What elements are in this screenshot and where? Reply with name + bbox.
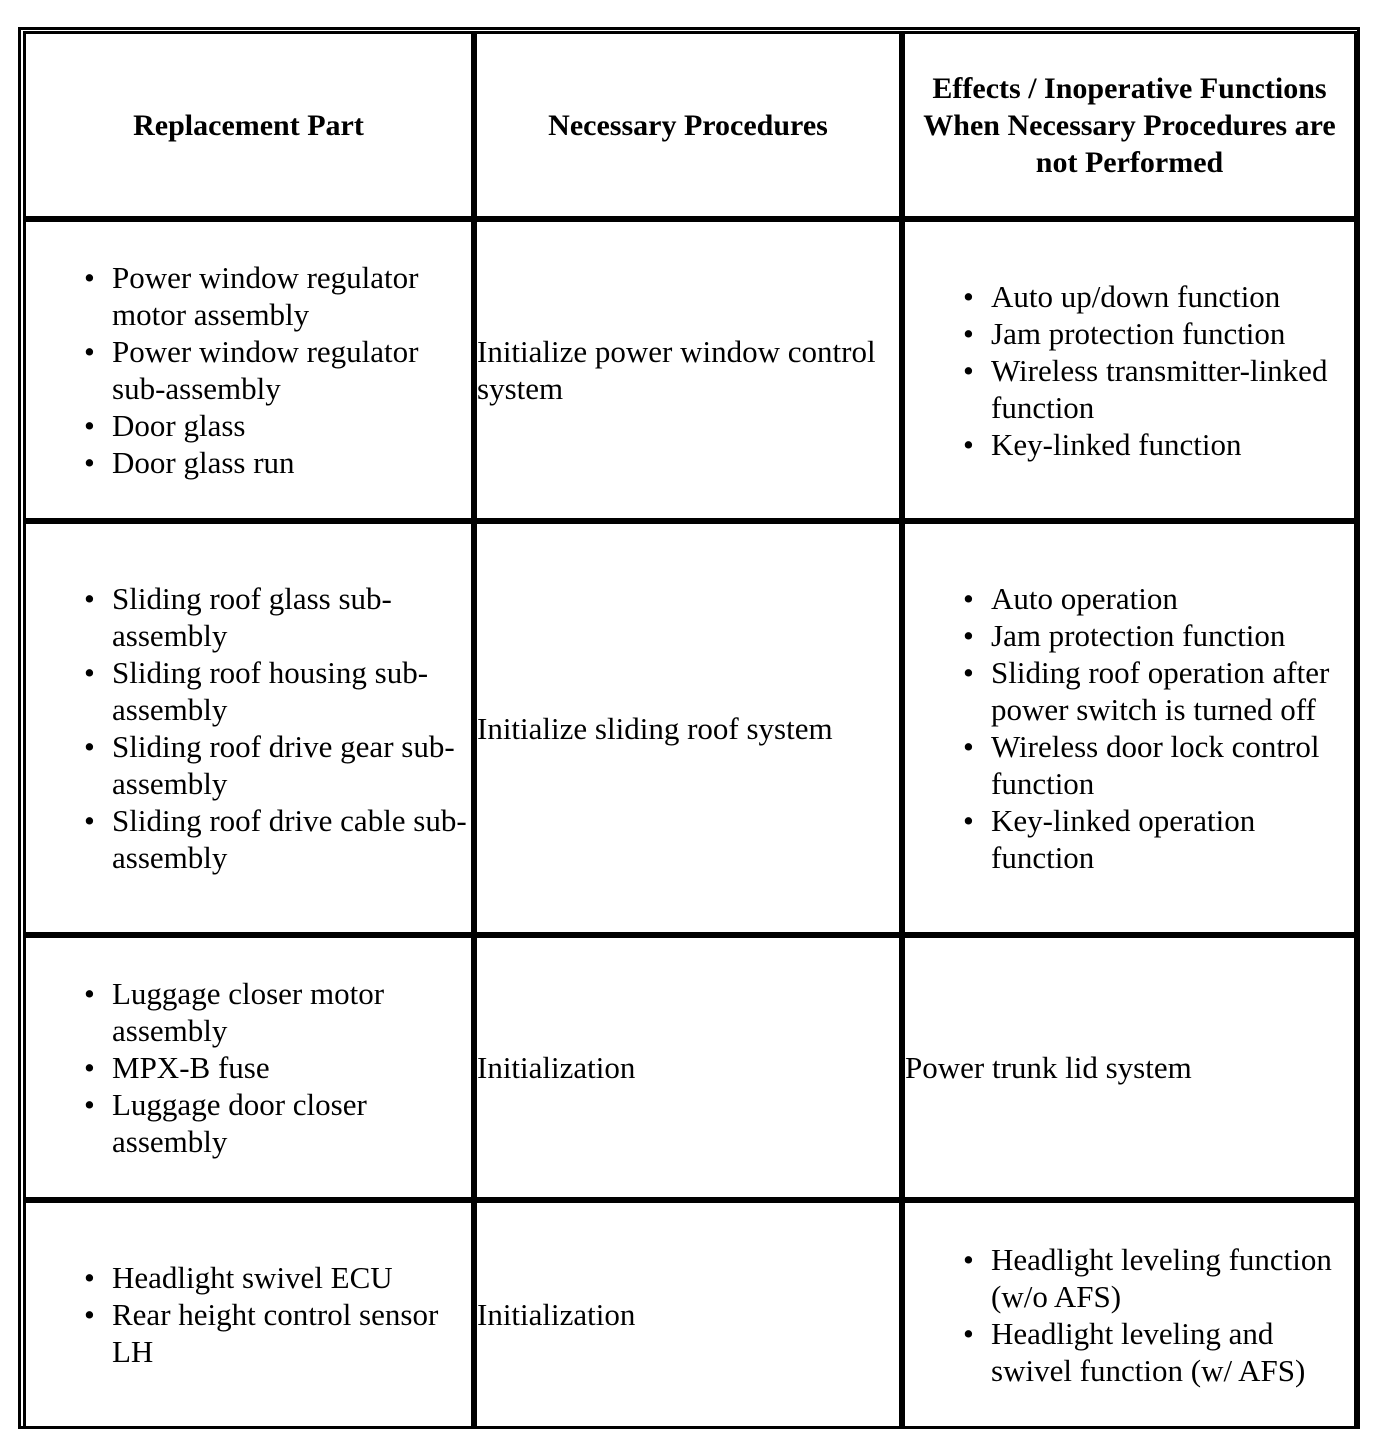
effects-cell — [902, 1200, 1357, 1429]
list-item: • Headlight leveling and swivel function (w/ AFS) — [991, 1315, 1354, 1389]
effects-list — [905, 278, 1354, 463]
table-row — [23, 219, 1357, 521]
parts-list — [26, 580, 471, 876]
list-item: • Sliding roof operation after power switch is turned off — [991, 654, 1354, 728]
list-item: • Power window regulator sub-assembly — [112, 333, 471, 407]
procedure-cell: Initialization — [474, 935, 902, 1200]
parts-cell — [23, 1200, 474, 1429]
list-item: • Auto operation — [991, 580, 1354, 617]
list-item: • Jam protection function — [991, 617, 1354, 654]
list-item: • Wireless transmitter-linked function — [991, 352, 1354, 426]
list-item: • Door glass — [112, 407, 471, 444]
parts-cell — [23, 935, 474, 1200]
header-replacement-part: Replacement Part — [23, 31, 474, 219]
list-item: • Power window regulator motor assembly — [112, 259, 471, 333]
list-item: • Rear height control sensor LH — [112, 1296, 471, 1370]
table-row — [23, 1200, 1357, 1429]
parts-list — [26, 975, 471, 1160]
effects-cell — [902, 219, 1357, 521]
list-item: • Auto up/down function — [991, 278, 1354, 315]
parts-cell — [23, 521, 474, 935]
list-item: • Sliding roof drive cable sub-assembly — [112, 802, 471, 876]
list-item: • Sliding roof housing sub-assembly — [112, 654, 471, 728]
list-item: • Key-linked operation function — [991, 802, 1354, 876]
procedure-cell: Initialize power window control system — [474, 219, 902, 521]
header-necessary-procedures: Necessary Procedures — [474, 31, 902, 219]
list-item: • Jam protection function — [991, 315, 1354, 352]
effects-list — [905, 580, 1354, 876]
list-item: • Headlight leveling function (w/o AFS) — [991, 1241, 1354, 1315]
procedure-cell: Initialize sliding roof system — [474, 521, 902, 935]
list-item: • Door glass run — [112, 444, 471, 481]
header-row — [23, 31, 1357, 219]
list-item: • Sliding roof drive gear sub-assembly — [112, 728, 471, 802]
list-item: • Headlight swivel ECU — [112, 1259, 471, 1296]
table-row — [23, 521, 1357, 935]
list-item: • MPX-B fuse — [112, 1049, 471, 1086]
header-effects: Effects / Inoperative Functions When Necessary Procedures are not Performed — [902, 31, 1357, 219]
effects-cell: Power trunk lid system — [902, 935, 1357, 1200]
list-item: • Wireless door lock control function — [991, 728, 1354, 802]
effects-list — [905, 1241, 1354, 1389]
procedure-cell: Initialization — [474, 1200, 902, 1429]
table-row — [23, 935, 1357, 1200]
list-item: • Luggage door closer assembly — [112, 1086, 471, 1160]
replacement-procedures-table — [23, 31, 1357, 1429]
list-item: • Key-linked function — [991, 426, 1354, 463]
list-item: • Luggage closer motor assembly — [112, 975, 471, 1049]
parts-list — [26, 259, 471, 481]
parts-cell — [23, 219, 474, 521]
list-item: • Sliding roof glass sub-assembly — [112, 580, 471, 654]
effects-cell — [902, 521, 1357, 935]
parts-list — [26, 1259, 471, 1370]
